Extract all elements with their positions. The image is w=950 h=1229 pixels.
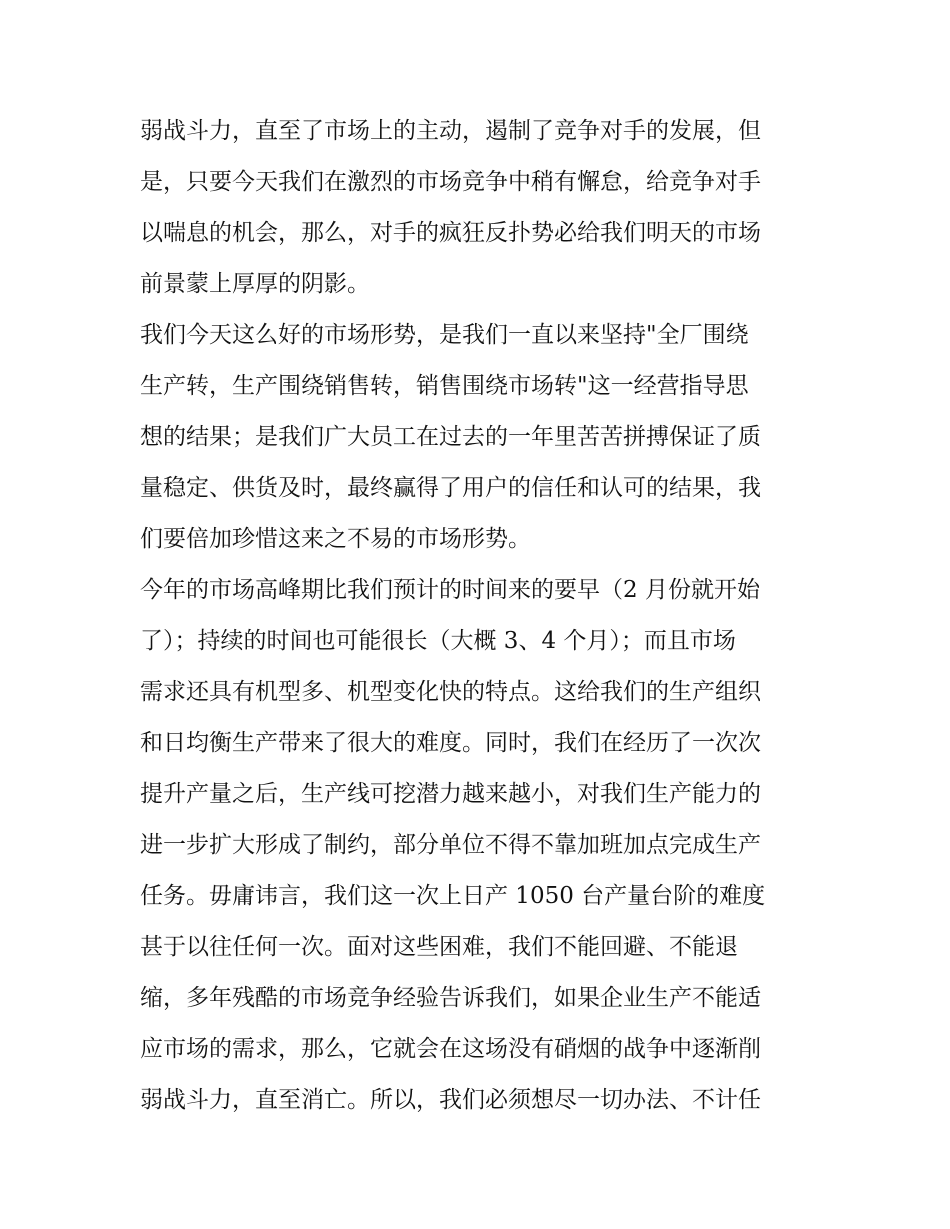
text-line: 是，只要今天我们在激烈的市场竞争中稍有懈怠，给竞争对手 xyxy=(140,169,761,195)
text-line: 应市场的需求，那么，它就会在这场没有硝烟的战争中逐渐削 xyxy=(140,1036,761,1062)
document-body xyxy=(140,106,820,1126)
text-line: 需求还具有机型多、机型变化快的特点。这给我们的生产组织 xyxy=(140,679,761,705)
text-line: 以喘息的机会，那么，对手的疯狂反扑势必给我们明天的市场 xyxy=(140,220,761,246)
text-line: 我们今天这么好的市场形势，是我们一直以来坚持"全厂围绕 xyxy=(140,322,749,348)
text-line: 们要倍加珍惜这来之不易的市场形势。 xyxy=(140,526,531,552)
text-line: 生产转，生产围绕销售转，销售围绕市场转"这一经营指导思 xyxy=(140,373,749,399)
text-line: 进一步扩大形成了制约，部分单位不得不靠加班加点完成生产 xyxy=(140,832,761,858)
text-line: 提升产量之后，生产线可挖潜力越来越小，对我们生产能力的 xyxy=(140,781,761,807)
text-line: 量稳定、供货及时，最终赢得了用户的信任和认可的结果，我 xyxy=(140,475,761,501)
text-line: 今年的市场高峰期比我们预计的时间来的要早（2 月份就开始 xyxy=(140,577,760,603)
text-line: 想的结果；是我们广大员工在过去的一年里苦苦拼搏保证了质 xyxy=(140,424,761,450)
text-line: 任务。毋庸讳言，我们这一次上日产 1050 台产量台阶的难度 xyxy=(140,883,766,909)
text-line: 甚于以往任何一次。面对这些困难，我们不能回避、不能退 xyxy=(140,934,738,960)
text-line: 弱战斗力，直至消亡。所以，我们必须想尽一切办法、不计任 xyxy=(140,1087,761,1113)
text-line: 缩，多年残酷的市场竞争经验告诉我们，如果企业生产不能适 xyxy=(140,985,761,1011)
text-line: 前景蒙上厚厚的阴影。 xyxy=(140,271,370,297)
text-line: 弱战斗力，直至了市场上的主动，遏制了竞争对手的发展，但 xyxy=(140,118,761,144)
text-line: 和日均衡生产带来了很大的难度。同时，我们在经历了一次次 xyxy=(140,730,761,756)
text-line: 了）；持续的时间也可能很长（大概 3、4 个月）；而且市场 xyxy=(140,628,736,654)
